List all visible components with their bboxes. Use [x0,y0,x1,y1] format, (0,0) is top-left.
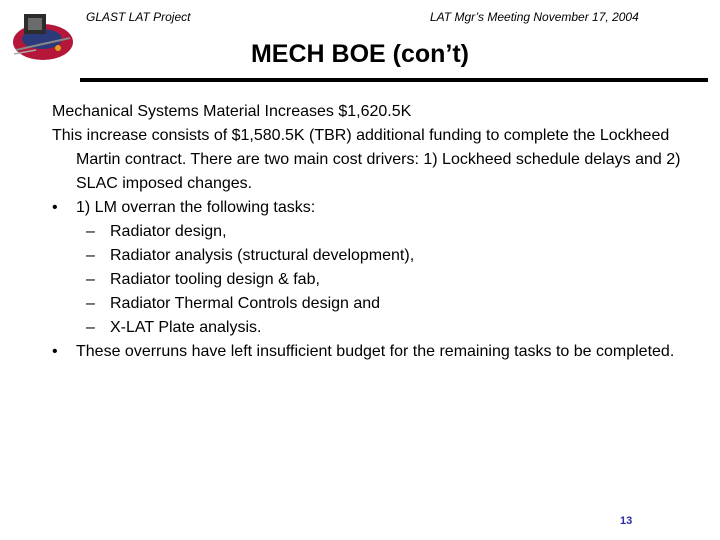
bullet-icon: • [52,343,58,360]
task-text: Radiator tooling design & fab, [110,271,320,288]
summary-line: Mechanical Systems Material Increases $1,620.5K [52,103,412,120]
bullet-text: These overruns have left insufficient budget for the remaining tasks to be completed. [76,343,675,360]
dash-icon: – [86,295,95,312]
task-item [52,268,702,292]
task-item [52,292,702,316]
summary-paragraph: This increase consists of $1,580.5K (TBR) additional funding to complete the Lockheed Martin contract. There are two main cost drivers: 1) Lockheed schedule delays and 2) SLAC imposed changes. [52,127,681,192]
task-text: Radiator design, [110,223,227,240]
dash-icon: – [86,271,95,288]
bullet-icon: • [52,199,58,216]
dash-icon: – [86,223,95,240]
title-divider [80,78,708,82]
page-title: MECH BOE (con’t) [250,40,470,68]
dash-icon: – [86,319,95,336]
page-number: 13 [620,515,633,527]
task-text: Radiator Thermal Controls design and [110,295,381,312]
bullet-item [52,196,702,220]
bullet-item [52,340,702,364]
task-text: Radiator analysis (structural development), [110,247,415,264]
header-project: GLAST LAT Project [86,10,191,24]
task-item [52,316,702,340]
task-item [52,244,702,268]
slide-body [52,100,702,364]
bullet-text: 1) LM overran the following tasks: [76,199,316,216]
task-text: X-LAT Plate analysis. [110,319,262,336]
header-meeting: LAT Mgr’s Meeting November 17, 2004 [430,10,639,24]
task-item [52,220,702,244]
dash-icon: – [86,247,95,264]
